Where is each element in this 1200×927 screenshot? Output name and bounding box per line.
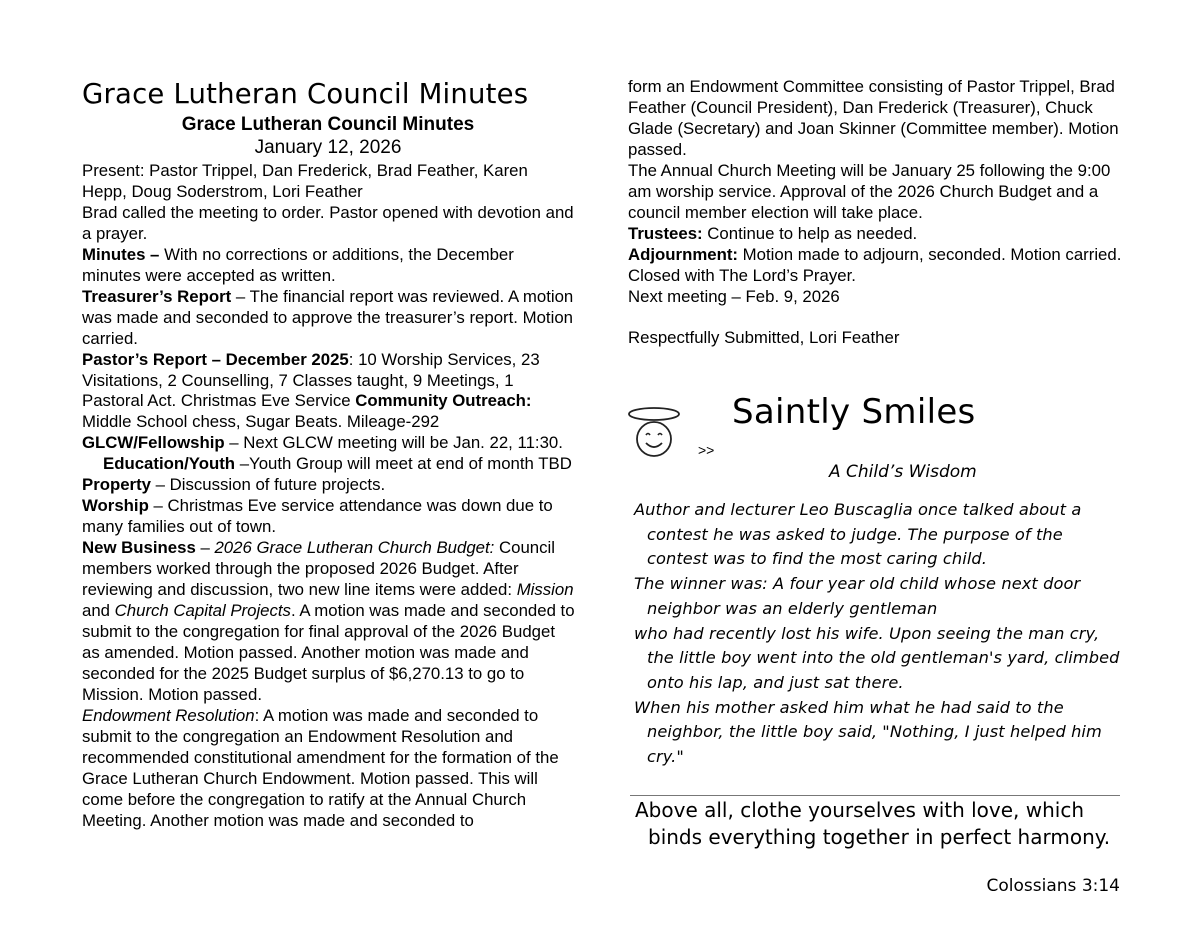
meeting-date: January 12, 2026: [254, 137, 402, 158]
opening-line: Brad called the meeting to order. Pastor opened with devotion and a prayer.: [82, 202, 574, 243]
arrows-mark: >>: [698, 442, 715, 458]
community-label: Community Outreach:: [355, 391, 532, 411]
pastor-item: Pastor’s Report – December 2025: 10 Worship Services, 23 Visitations, 2 Counselling, 7 Classes taught, 9 Meetings, 1 Pastoral Act. Christmas Eve Service Community Outreach: Middle School chess, Sugar Beats. Mileage-292: [82, 349, 540, 432]
worship-item: Worship – Christmas Eve service attendance was down due to many families out of town.: [82, 496, 553, 537]
angel-face-icon: [625, 402, 683, 468]
budget-title: 2026 Grace Lutheran Church Budget:: [214, 538, 495, 558]
worship-label: Worship: [82, 496, 149, 516]
story-paragraph: When his mother asked him what he had said to the neighbor, the little boy said, "Nothing, I just helped him cry.": [634, 697, 1102, 767]
pastor-label: Pastor’s Report – December 2025: [82, 349, 349, 369]
minutes-item: Minutes – With no corrections or additions, the December minutes were accepted as written.: [82, 244, 514, 285]
minutes-heading: Grace Lutheran Council Minutes: [181, 114, 475, 135]
glcw-item: GLCW/Fellowship – Next GLCW meeting will be Jan. 22, 11:30.: [82, 433, 563, 453]
minutes-continued: [628, 77, 1128, 349]
property-item: Property – Discussion of future projects.: [82, 475, 386, 495]
endowment-continued: form an Endowment Committee consisting of Pastor Trippel, Brad Feather (Council President), Dan Frederick (Treasurer), Chuck Glade (Secretary) and Joan Skinner (Committee member). Motion passed.: [628, 77, 1119, 159]
wisdom-story: [634, 498, 1126, 770]
annual-meeting-line: The Annual Church Meeting will be January 25 following the 9:00 am worship service. Approval of the 2026 Church Budget and a council member election will take place.: [628, 160, 1111, 222]
story-paragraph: Author and lecturer Leo Buscaglia once talked about a contest he was asked to judge. The purpose of the contest was to find the most caring child.: [634, 500, 1082, 569]
spacer: [628, 307, 1128, 328]
divider: [630, 795, 1120, 796]
verse-reference: Colossians 3:14: [986, 876, 1120, 896]
next-meeting-line: Next meeting – Feb. 9, 2026: [628, 286, 840, 306]
story-paragraph: The winner was: A four year old child whose next door neighbor was an elderly gentleman: [634, 574, 1081, 618]
endowment-title: Endowment Resolution: [82, 705, 255, 725]
property-label: Property: [82, 475, 152, 495]
new-business-item: New Business – 2026 Grace Lutheran Church Budget: Council members worked through the proposed 2026 Budget. After reviewing and discussion, two new line items were added: Mission and Church Capital Projects. A motion was made and seconded to submit to the congregation for final approval of the 2026 Budget as amended. Motion passed. Another motion was made and seconded for the 2025 Budget surplus of $6,270.13 to go to Mission. Motion passed.: [82, 538, 575, 704]
trustees-item: Trustees: Continue to help as needed.: [628, 223, 918, 243]
childs-wisdom-title: A Child’s Wisdom: [829, 462, 977, 482]
new-business-label: New Business: [82, 538, 196, 558]
present-line: Present: Pastor Trippel, Dan Frederick, Brad Feather, Karen Hepp, Doug Soderstrom, Lori Feather: [82, 161, 528, 201]
glcw-label: GLCW/Fellowship: [82, 433, 225, 453]
trustees-label: Trustees:: [628, 223, 703, 243]
treasurer-label: Treasurer’s Report: [82, 286, 232, 306]
story-paragraph: who had recently lost his wife. Upon seeing the man cry, the little boy went into the old gentleman's yard, climbed onto his lap, and just sat there.: [634, 623, 1120, 692]
saintly-smiles-title: Saintly Smiles: [732, 392, 976, 432]
minutes-body: [82, 161, 577, 832]
education-label: Education/Youth: [103, 454, 236, 474]
adjournment-item: Adjournment: Motion made to adjourn, seconded. Motion carried.: [628, 244, 1122, 264]
education-item: Education/Youth –Youth Group will meet at end of month TBD: [103, 454, 572, 474]
submitted-by: Respectfully Submitted, Lori Feather: [628, 328, 900, 348]
closing-line: Closed with The Lord’s Prayer.: [628, 265, 856, 285]
minutes-label: Minutes –: [82, 244, 160, 264]
bible-verse: Above all, clothe yourselves with love, which binds everything together in perfect harmony.: [635, 798, 1111, 849]
document-title: Grace Lutheran Council Minutes: [82, 78, 529, 110]
endowment-item: Endowment Resolution: A motion was made and seconded to submit to the congregation an Endowment Resolution and recommended constitutional amendment for the formation of the Grace Lutheran Church Endowment. Motion passed. This will come before the congregation to ratify at the Annual Church Meeting. Another motion was made and seconded to: [82, 705, 559, 830]
adjournment-label: Adjournment:: [628, 244, 738, 264]
treasurer-item: Treasurer’s Report – The financial report was reviewed. A motion was made and seconded to approve the treasurer’s report. Motion carried.: [82, 286, 574, 348]
